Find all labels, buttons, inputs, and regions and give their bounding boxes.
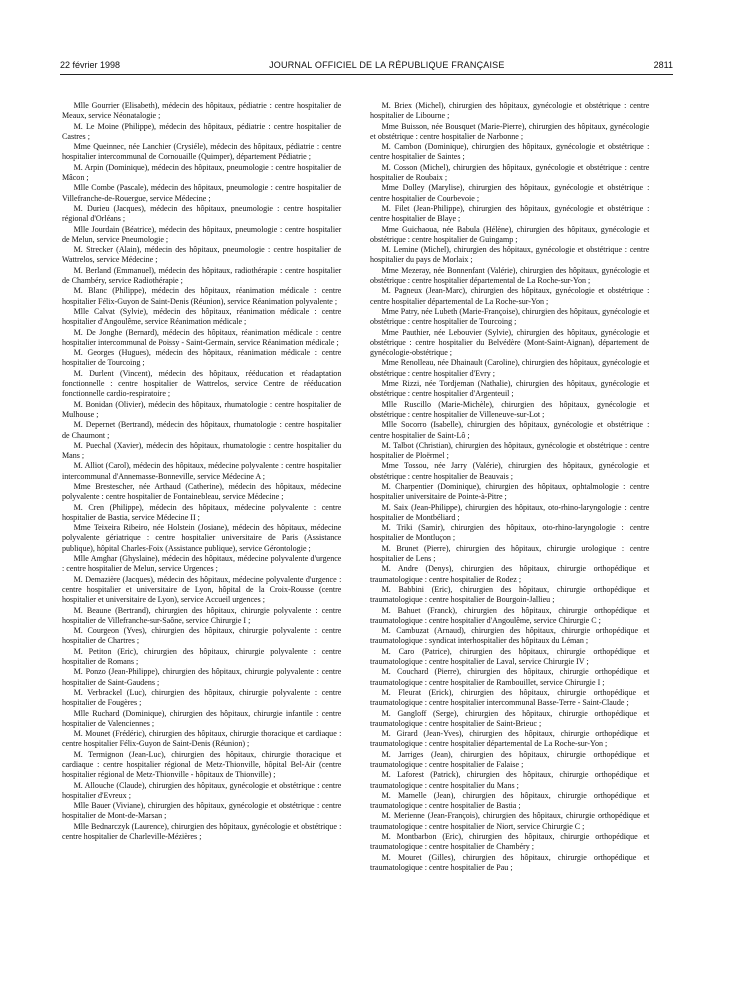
- appointment-entry: Mme Guichaoua, née Babula (Hélène), chirurgien des hôpitaux, gynécologie et obstétrique : centre hospitalier de Guingamp ;: [370, 224, 650, 244]
- appointment-entry: M. Merienne (Jean-François), chirurgien des hôpitaux, chirurgie orthopédique et traumatologique : centre hospitalier de Niort, service Chirurgie C ;: [370, 811, 650, 831]
- appointment-entry: M. Couchard (Pierre), chirurgien des hôpitaux, chirurgie orthopédique et traumatologique : centre hospitalier de Rambouillet, service Chirurgie I ;: [370, 667, 650, 687]
- appointment-entry: M. Cren (Philippe), médecin des hôpitaux, médecine polyvalente : centre hospitalier de Bastia, service Médecine II ;: [62, 502, 342, 522]
- appointment-entry: M. Saix (Jean-Philippe), chirurgien des hôpitaux, oto-rhino-laryngologie : centre hospitalier de Montbéliard ;: [370, 502, 650, 522]
- header-date: 22 février 1998: [60, 60, 121, 70]
- appointment-entry: Mme Queinnec, née Lanchier (Crysiéle), médecin des hôpitaux, pédiatrie : centre hospitalier intercommunal de Cornouaille (Quimper), département Pédiatrie ;: [62, 142, 342, 162]
- appointment-entry: M. Caro (Patrice), chirurgien des hôpitaux, chirurgie orthopédique et traumatologique : centre hospitalier de Laval, service Chirurgie IV ;: [370, 646, 650, 667]
- appointment-entry: M. Le Moine (Philippe), médecin des hôpitaux, pédiatrie : centre hospitalier de Castres ;: [62, 121, 342, 141]
- appointment-entry: M. Verbrackel (Luc), chirurgien des hôpitaux, chirurgie polyvalente : centre hospitalier de Fougères ;: [62, 687, 342, 708]
- appointment-entry: M. Mouret (Gilles), chirurgien des hôpitaux, chirurgie orthopédique et traumatologique : centre hospitalier de Pau ;: [370, 852, 650, 872]
- appointment-entry: Mme Renolleau, née Dhainault (Caroline), chirurgien des hôpitaux, gynécologie et obstétrique : centre hospitalier d'Evry ;: [370, 358, 650, 378]
- appointment-entry: M. De Jonghe (Bernard), médecin des hôpitaux, réanimation médicale : centre hospitalier intercommunal de Poissy - Saint-Germain, service Réanimation médicale ;: [62, 327, 342, 347]
- appointment-entry: M. Filet (Jean-Philippe), chirurgien des hôpitaux, gynécologie et obstétrique : centre hospitalier de Blaye ;: [370, 203, 650, 224]
- appointment-entry: Mme Patry, née Lubeth (Marie-Françoise), chirurgien des hôpitaux, gynécologie et obstétrique : centre hospitalier de Tourcoing ;: [370, 306, 650, 327]
- appointment-entry: M. Demazière (Jacques), médecin des hôpitaux, médecine polyvalente d'urgence : centre hospitalier et universitaire de Lyon, hôpital de la Croix-Rousse (centre hospitalier et universitaire de Lyon), service Accueil urgences ;: [62, 574, 342, 605]
- page-header: [60, 58, 673, 72]
- appointment-entry: Mme Pauthier, née Lebouvier (Sylvie), chirurgien des hôpitaux, gynécologie et obstétrique : centre hospitalier du Belvédère (Mont-Saint-Aignan), département de gynécologie-obstétrique ;: [370, 327, 650, 358]
- appointment-entry: M. Termignon (Jean-Luc), chirurgien des hôpitaux, chirurgie thoracique et cardiaque : centre hospitalier régional de Metz-Thionville, hôpital Bel-Air (centre hospitalier régional de Metz-Thionville - hôpitaux de Thionville) ;: [62, 749, 342, 780]
- appointment-entry: Mlle Bednarczyk (Laurence), chirurgien des hôpitaux, gynécologie et obstétrique : centre hospitalier de Charleville-Mézières ;: [62, 821, 342, 842]
- appointment-entry: M. Depernet (Bertrand), médecin des hôpitaux, rhumatologie : centre hospitalier de Chaumont ;: [62, 420, 342, 440]
- appointment-entry: M. Babbini (Eric), chirurgien des hôpitaux, chirurgie orthopédique et traumatologique : centre hospitalier de Bourgoin-Jallieu ;: [370, 584, 650, 605]
- appointment-entry: M. Strecker (Alain), médecin des hôpitaux, pneumologie : centre hospitalier de Wattrelos, service Médecine ;: [62, 245, 342, 265]
- appointment-entry: M. Andre (Denys), chirurgien des hôpitaux, chirurgie orthopédique et traumatologique : centre hospitalier de Rodez ;: [370, 564, 650, 584]
- appointment-entry: Mlle Ruscillo (Marie-Michèle), chirurgien des hôpitaux, gynécologie et obstétrique : centre hospitalier de Villeneuve-sur-Lot ;: [370, 399, 650, 419]
- appointment-entry: M. Pagneux (Jean-Marc), chirurgien des hôpitaux, gynécologie et obstétrique : centre hospitalier départemental de La Roche-sur-Yon ;: [370, 286, 650, 306]
- appointment-entry: M. Lemine (Michel), chirurgien des hôpitaux, gynécologie et obstétrique : centre hospitalier du pays de Morlaix ;: [370, 245, 650, 265]
- appointment-entry: M. Durieu (Jacques), médecin des hôpitaux, pneumologie : centre hospitalier régional d'Orléans ;: [62, 203, 342, 224]
- appointment-entry: M. Fleurat (Erick), chirurgien des hôpitaux, chirurgie orthopédique et traumatologique : centre hospitalier intercommunal Basse-Terre - Saint-Claude ;: [370, 687, 650, 708]
- appointment-entry: Mme Tossou, née Jarry (Valérie), chirurgien des hôpitaux, gynécologie et obstétrique : centre hospitalier de Beauvais ;: [370, 461, 650, 481]
- appointment-entry: M. Girard (Jean-Yves), chirurgien des hôpitaux, chirurgie orthopédique et traumatologique : centre hospitalier départemental de La Roche-sur-Yon ;: [370, 729, 650, 749]
- appointment-entry: M. Petiton (Eric), chirurgien des hôpitaux, chirurgie polyvalente : centre hospitalier de Romans ;: [62, 646, 342, 667]
- appointment-entry: Mme Dolley (Marylise), chirurgien des hôpitaux, gynécologie et obstétrique : centre hospitalier de Courbevoie ;: [370, 183, 650, 203]
- appointment-entry: M. Berland (Emmanuel), médecin des hôpitaux, radiothérapie : centre hospitalier de Chambéry, service Radiothérapie ;: [62, 265, 342, 286]
- appointment-entry: M. Charpentier (Dominique), chirurgien des hôpitaux, ophtalmologie : centre hospitalier universitaire de Pointe-à-Pitre ;: [370, 481, 650, 502]
- appointment-entry: Mlle Ruchard (Dominique), chirurgien des hôpitaux, chirurgie infantile : centre hospitalier de Valenciennes ;: [62, 708, 342, 728]
- appointment-entry: Mlle Combe (Pascale), médecin des hôpitaux, pneumologie : centre hospitalier de Villefranche-de-Rouergue, service Médecine ;: [62, 183, 342, 203]
- appointment-entry: Mme Teixeira Ribeiro, née Holstein (Josiane), médecin des hôpitaux, médecine polyvalente gériatrique : centre hospitalier universitaire de Paris (Assistance publique), hôpital Charles-Foix (Assistance publique), service Gérontologie ;: [62, 523, 342, 553]
- appointment-entry: Mme Buisson, née Bousquet (Marie-Pierre), chirurgien des hôpitaux, gynécologie et obstétrique : centre hospitalier de Narbonne ;: [370, 121, 650, 141]
- appointment-entry: Mlle Bauer (Viviane), chirurgien des hôpitaux, gynécologie et obstétrique : centre hospitalier de Mont-de-Marsan ;: [62, 801, 342, 821]
- journal-title: JOURNAL OFFICIEL DE LA RÉPUBLIQUE FRANÇAISE: [269, 60, 505, 70]
- appointment-entry: M. Triki (Samir), chirurgien des hôpitaux, oto-rhino-laryngologie : centre hospitalier de Montluçon ;: [370, 523, 650, 543]
- appointment-entry: Mme Rizzi, née Tordjeman (Nathalie), chirurgien des hôpitaux, gynécologie et obstétrique : centre hospitalier d'Argenteuil ;: [370, 379, 650, 399]
- appointment-entry: M. Gangloff (Serge), chirurgien des hôpitaux, chirurgie orthopédique et traumatologique : centre hospitalier de Saint-Brieuc ;: [370, 708, 650, 728]
- appointment-entry: M. Bonidan (Olivier), médecin des hôpitaux, rhumatologie : centre hospitalier de Mulhouse ;: [62, 399, 342, 419]
- appointment-entry: M. Cambon (Dominique), chirurgien des hôpitaux, gynécologie et obstétrique : centre hospitalier de Saintes ;: [370, 142, 650, 162]
- appointment-entry: M. Cambuzat (Arnaud), chirurgien des hôpitaux, chirurgie orthopédique et traumatologique : syndicat interhospitalier des hôpitaux du Léman ;: [370, 626, 650, 646]
- appointment-entry: Mlle Calvat (Sylvie), médecin des hôpitaux, réanimation médicale : centre hospitalier d'Angoulême, service Réanimation médicale ;: [62, 306, 342, 327]
- appointment-entry: M. Mounet (Frédéric), chirurgien des hôpitaux, chirurgie thoracique et cardiaque : centre hospitalier Félix-Guyon de Saint-Denis (Réunion) ;: [62, 729, 342, 749]
- header-rule: [60, 74, 673, 75]
- appointment-entry: M. Georges (Hugues), médecin des hôpitaux, réanimation médicale : centre hospitalier de Tourcoing ;: [62, 348, 342, 368]
- appointment-entry: M. Alliot (Carol), médecin des hôpitaux, médecine polyvalente : centre hospitalier intercommunal d'Annemasse-Bonneville, service Médecine A ;: [62, 461, 342, 481]
- appointment-entry: M. Briex (Michel), chirurgien des hôpitaux, gynécologie et obstétrique : centre hospitalier de Libourne ;: [370, 101, 650, 121]
- appointment-entry: M. Beaune (Bertrand), chirurgien des hôpitaux, chirurgie polyvalente : centre hospitalier de Villefranche-sur-Saône, service Chirurgie I ;: [62, 605, 342, 625]
- page-number: 2811: [653, 60, 673, 70]
- appointment-entry: M. Laforest (Patrick), chirurgien des hôpitaux, chirurgie orthopédique et traumatologique : centre hospitalier du Mans ;: [370, 770, 650, 790]
- appointment-entry: M. Courgeon (Yves), chirurgien des hôpitaux, chirurgie polyvalente : centre hospitalier de Chartres ;: [62, 626, 342, 646]
- appointment-entry: M. Jarriges (Jean), chirurgien des hôpitaux, chirurgie orthopédique et traumatologique : centre hospitalier de Falaise ;: [370, 749, 650, 769]
- appointment-entry: M. Allouche (Claude), chirurgien des hôpitaux, gynécologie et obstétrique : centre hospitalier d'Evreux ;: [62, 780, 342, 800]
- appointment-entry: Mlle Jourdain (Béatrice), médecin des hôpitaux, pneumologie : centre hospitalier de Melun, service Pneumologie ;: [62, 224, 342, 244]
- appointment-entry: Mlle Amghar (Ghyslaine), médecin des hôpitaux, médecine polyvalente d'urgence : centre hospitalier de Melun, service Urgences ;: [62, 554, 342, 574]
- left-column: [62, 101, 341, 963]
- appointment-entry: M. Bahuet (Franck), chirurgien des hôpitaux, chirurgie orthopédique et traumatologique : centre hospitalier d'Angoulême, service Chirurgie C ;: [370, 605, 650, 625]
- appointment-entry: Mme Brestescher, née Arthaud (Catherine), médecin des hôpitaux, médecine polyvalente : centre hospitalier de Fontainebleau, service Médecine ;: [62, 481, 342, 502]
- appointment-entry: M. Montbarbon (Eric), chirurgien des hôpitaux, chirurgie orthopédique et traumatologique : centre hospitalier de Chambéry ;: [370, 832, 650, 852]
- appointment-entry: M. Talbot (Christian), chirurgien des hôpitaux, gynécologie et obstétrique : centre hospitalier de Ploërmel ;: [370, 440, 650, 461]
- appointment-entry: M. Mamelle (Jean), chirurgien des hôpitaux, chirurgie orthopédique et traumatologique : centre hospitalier de Bastia ;: [370, 790, 650, 811]
- appointment-entry: M. Blanc (Philippe), médecin des hôpitaux, réanimation médicale : centre hospitalier Félix-Guyon de Saint-Denis (Réunion), service Réanimation polyvalente ;: [62, 286, 342, 306]
- appointment-entry: M. Arpin (Dominique), médecin des hôpitaux, pneumologie : centre hospitalier de Mâcon ;: [62, 162, 342, 183]
- appointment-entry: M. Cosson (Michel), chirurgien des hôpitaux, gynécologie et obstétrique : centre hospitalier de Roubaix ;: [370, 162, 650, 183]
- right-column: [370, 101, 649, 963]
- appointment-entry: M. Durlent (Vincent), médecin des hôpitaux, rééducation et réadaptation fonctionnelle : centre hospitalier de Wattrelos, service Centre de rééducation fonctionnelle cardio-respiratoire ;: [62, 368, 342, 399]
- appointment-entry: Mlle Socorro (Isabelle), chirurgien des hôpitaux, gynécologie et obstétrique : centre hospitalier de Saint-Lô ;: [370, 420, 650, 440]
- appointment-entry: M. Puechal (Xavier), médecin des hôpitaux, rhumatologie : centre hospitalier du Mans ;: [62, 440, 342, 461]
- appointment-entry: Mlle Gourrier (Elisabeth), médecin des hôpitaux, pédiatrie : centre hospitalier de Meaux, service Néonatalogie ;: [62, 101, 342, 121]
- appointment-entry: M. Ponzo (Jean-Philippe), chirurgien des hôpitaux, chirurgie polyvalente : centre hospitalier de Saint-Gaudens ;: [62, 667, 342, 687]
- appointment-entry: Mme Mezeray, née Bonnenfant (Valérie), chirurgien des hôpitaux, gynécologie et obstétrique : centre hospitalier départemental de La Roche-sur-Yon ;: [370, 265, 650, 286]
- appointment-entry: M. Brunet (Pierre), chirurgien des hôpitaux, chirurgie urologique : centre hospitalier de Lens ;: [370, 543, 650, 564]
